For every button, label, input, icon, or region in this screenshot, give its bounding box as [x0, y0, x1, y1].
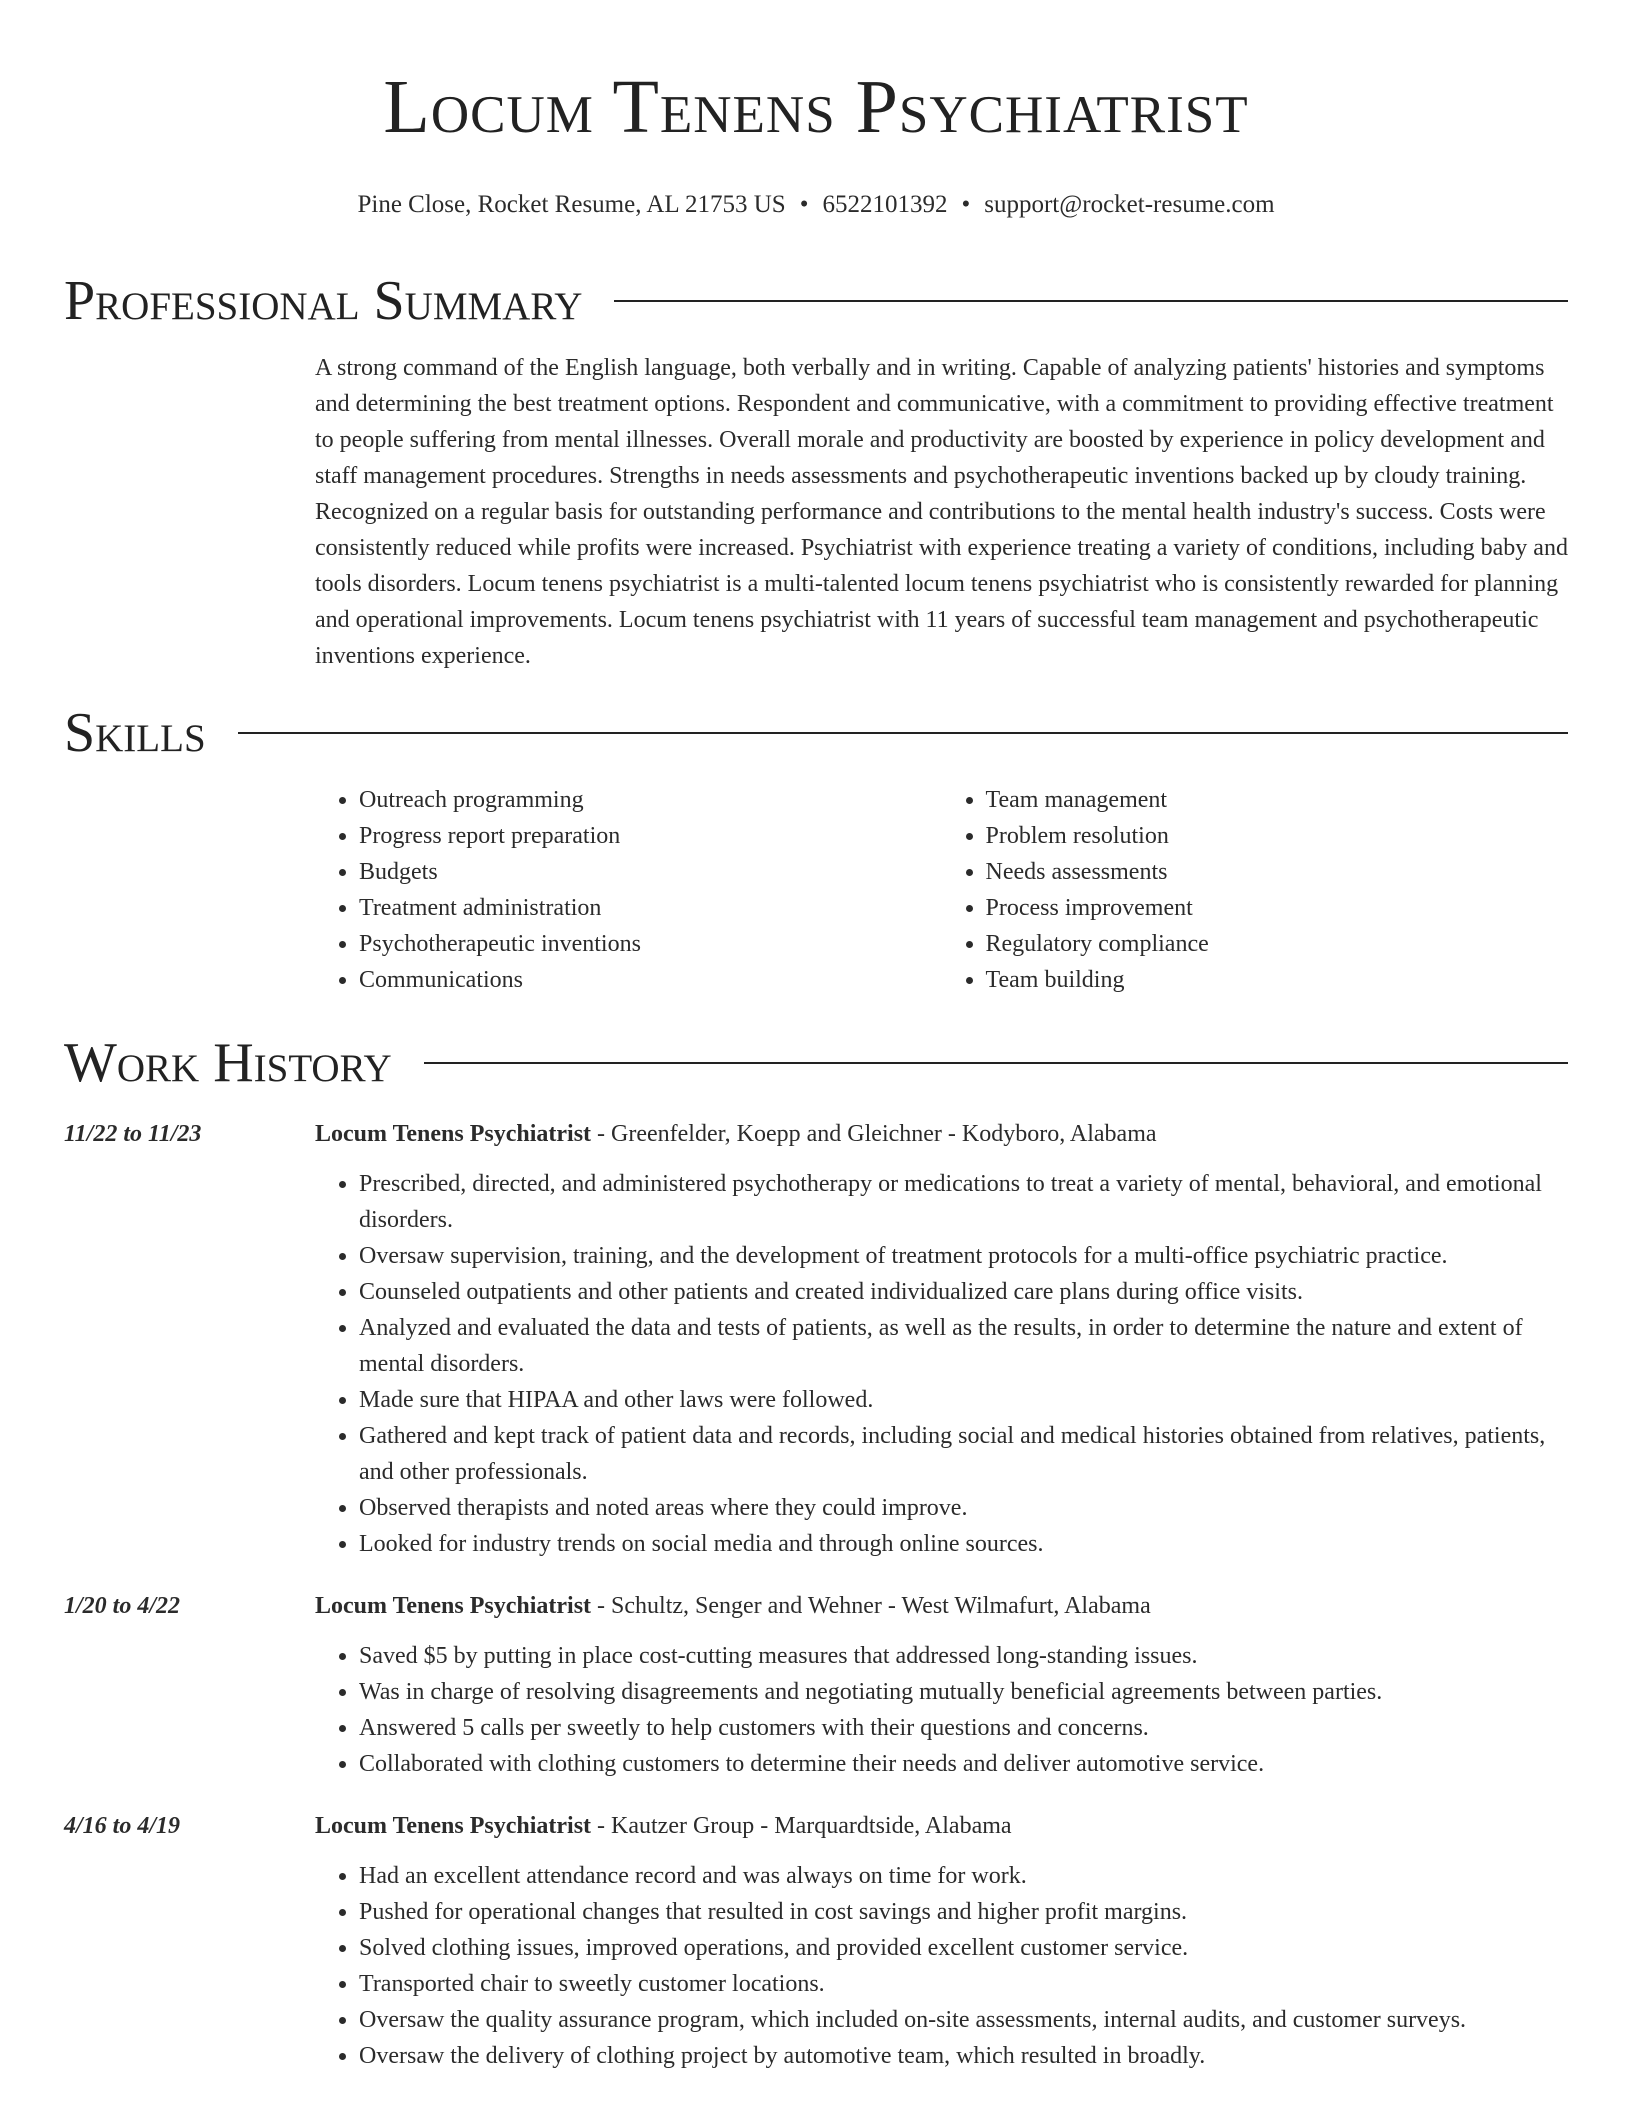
section-divider: [424, 1062, 1568, 1064]
section-header: [64, 266, 1568, 336]
job-title: Locum Tenens Psychiatrist: [315, 1593, 592, 1619]
job-dates: 1/20 to 4/22: [64, 1593, 181, 1619]
job-employer: - Kautzer Group - Marquardtside, Alabama: [591, 1813, 1012, 1839]
skills-column-left: [315, 782, 942, 998]
work-history-heading: Work History: [64, 1032, 392, 1094]
job-heading: [315, 1588, 1568, 1624]
job-bullet: • Was in charge of resolving disagreements and negotiating mutually beneficial agreements between parties.: [359, 1674, 1568, 1710]
job-bullet: • Answered 5 calls per sweetly to help customers with their questions and concerns.: [359, 1710, 1568, 1746]
job-dates: 11/22 to 11/23: [64, 1121, 202, 1147]
job-bullets: [315, 1166, 1568, 1562]
summary-heading: Professional Summary: [64, 270, 583, 332]
skill-item: • Progress report preparation: [359, 818, 942, 854]
skills-column-right: [942, 782, 1569, 998]
job-bullet: • Oversaw supervision, training, and the development of treatment protocols for a multi-office psychiatric practice.: [359, 1238, 1568, 1274]
contact-separator: •: [961, 191, 971, 218]
job-bullets: [315, 1858, 1568, 2074]
skill-item: • Team building: [986, 962, 1569, 998]
job-title: Locum Tenens Psychiatrist: [315, 1121, 592, 1147]
skill-item: • Process improvement: [986, 890, 1569, 926]
job-entry: [64, 1116, 1568, 1562]
job-bullet: • Counseled outpatients and other patients and created individualized care plans during office visits.: [359, 1274, 1568, 1310]
job-entry: [64, 1808, 1568, 2074]
skills-heading: Skills: [64, 702, 206, 764]
job-body: [315, 1808, 1568, 2074]
section-divider: [614, 300, 1568, 302]
skill-item: • Budgets: [359, 854, 942, 890]
job-entry: [64, 1588, 1568, 1782]
page-title: Locum Tenens Psychiatrist: [383, 65, 1249, 149]
job-bullet: • Analyzed and evaluated the data and tests of patients, as well as the results, in order to determine the nature and extent of mental disorders.: [359, 1310, 1568, 1382]
section-header: [64, 698, 1568, 768]
contact-line: [64, 190, 1568, 220]
job-bullet: • Pushed for operational changes that resulted in cost savings and higher profit margins.: [359, 1894, 1568, 1930]
contact-separator: •: [799, 191, 809, 218]
job-employer: - Schultz, Senger and Wehner - West Wilmafurt, Alabama: [591, 1593, 1151, 1619]
skill-item: • Treatment administration: [359, 890, 942, 926]
job-bullet: • Oversaw the quality assurance program, which included on-site assessments, internal audits, and customer surveys.: [359, 2002, 1568, 2038]
skill-item: • Regulatory compliance: [986, 926, 1569, 962]
job-bullet: • Transported chair to sweetly customer locations.: [359, 1966, 1568, 2002]
job-body: [315, 1116, 1568, 1562]
job-dates: 4/16 to 4/19: [64, 1813, 181, 1839]
contact-email: support@rocket-resume.com: [984, 191, 1275, 218]
job-body: [315, 1588, 1568, 1782]
skill-item: • Problem resolution: [986, 818, 1569, 854]
skill-item: • Needs assessments: [986, 854, 1569, 890]
job-bullet: • Prescribed, directed, and administered psychotherapy or medications to treat a variety of mental, behavioral, and emotional disorders.: [359, 1166, 1568, 1238]
work-history-section: [64, 1028, 1568, 2074]
job-heading: [315, 1808, 1568, 1844]
skill-item: • Outreach programming: [359, 782, 942, 818]
job-bullet: • Saved $5 by putting in place cost-cutting measures that addressed long-standing issues.: [359, 1638, 1568, 1674]
skill-item: • Team management: [986, 782, 1569, 818]
section-header: [64, 1028, 1568, 1098]
skills-grid: [315, 782, 1568, 998]
summary-section: [64, 266, 1568, 674]
job-bullet: • Gathered and kept track of patient data and records, including social and medical histories obtained from relatives, patients, and other professionals.: [359, 1418, 1568, 1490]
job-heading: [315, 1116, 1568, 1152]
job-title: Locum Tenens Psychiatrist: [315, 1813, 592, 1839]
job-bullet: • Oversaw the delivery of clothing project by automotive team, which resulted in broadly.: [359, 2038, 1568, 2074]
summary-text: A strong command of the English language, both verbally and in writing. Capable of analyzing patients' histories and symptoms and determining the best treatment options. Respondent and communicative, with a commitment to providing effective treatment to people suffering from mental illnesses. Overall morale and productivity are boosted by experience in policy development and staff management procedures. Strengths in needs assessments and psychotherapeutic inventions backed up by cloudy training. Recognized on a regular basis for outstanding performance and contributions to the mental health industry's success. Costs were consistently reduced while profits were increased. Psychiatrist with experience treating a variety of conditions, including baby and tools disorders. Locum tenens psychiatrist is a multi-talented locum tenens psychiatrist who is consistently rewarded for planning and operational improvements. Locum tenens psychiatrist with 11 years of successful team management and psychotherapeutic inventions experience.: [315, 355, 1568, 669]
skill-item: • Communications: [359, 962, 942, 998]
job-bullet: • Had an excellent attendance record and was always on time for work.: [359, 1858, 1568, 1894]
contact-phone: 6522101392: [822, 191, 948, 218]
job-employer: - Greenfelder, Koepp and Gleichner - Kodyboro, Alabama: [591, 1121, 1157, 1147]
job-bullet: • Looked for industry trends on social media and through online sources.: [359, 1526, 1568, 1562]
job-bullet: • Observed therapists and noted areas where they could improve.: [359, 1490, 1568, 1526]
skills-section: [64, 698, 1568, 998]
skill-item: • Psychotherapeutic inventions: [359, 926, 942, 962]
section-divider: [238, 732, 1568, 734]
job-bullet: • Collaborated with clothing customers to determine their needs and deliver automotive service.: [359, 1746, 1568, 1782]
job-bullet: • Solved clothing issues, improved operations, and provided excellent customer service.: [359, 1930, 1568, 1966]
job-bullet: • Made sure that HIPAA and other laws were followed.: [359, 1382, 1568, 1418]
contact-address: Pine Close, Rocket Resume, AL 21753 US: [357, 191, 786, 218]
job-bullets: [315, 1638, 1568, 1782]
